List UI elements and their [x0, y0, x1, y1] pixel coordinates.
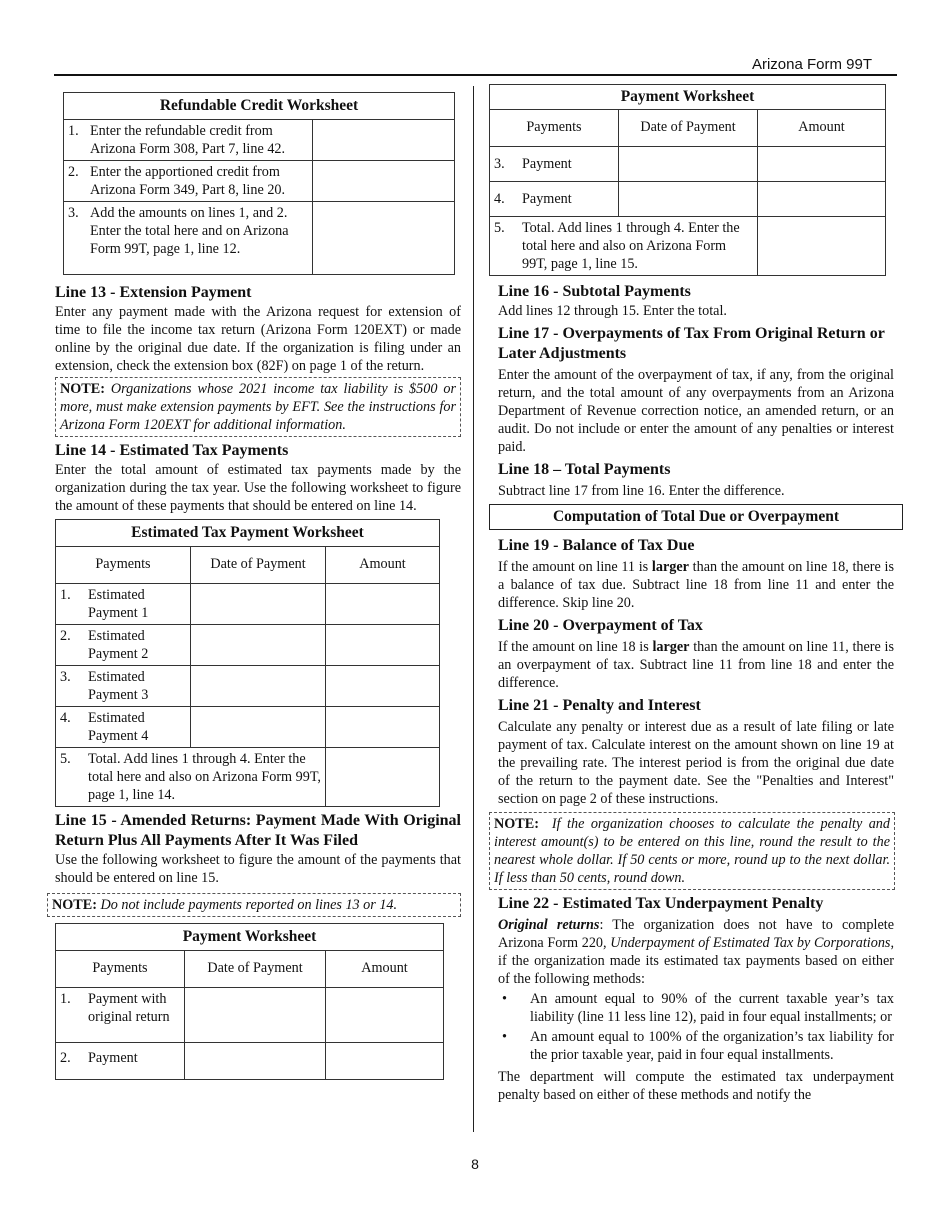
- header-rule: [54, 74, 897, 76]
- form-title: Arizona Form 99T: [751, 56, 872, 73]
- amount-field[interactable]: [326, 1043, 444, 1080]
- line22-text-b: , if the organization made its estimated tax payments based on either of the following methods:: [498, 935, 894, 987]
- line20-text-b: than the amount on line 11, there is an overpayment of tax. Subtract line 11 from line 18 and enter the difference.: [498, 639, 894, 691]
- date-field[interactable]: [191, 707, 326, 748]
- line19-heading: Line 19 - Balance of Tax Due: [498, 537, 695, 554]
- amount-field[interactable]: [326, 666, 440, 707]
- table-row: [490, 147, 886, 182]
- line15-heading: Line 15 - Amended Returns: Payment Made With Original Return Plus All Payments After It Was Filed: [55, 812, 461, 849]
- computation-heading: Computation of Total Due or Overpayment: [489, 504, 903, 530]
- note-label: NOTE:: [52, 897, 97, 913]
- amount-field[interactable]: [313, 161, 455, 202]
- column-header: Date of Payment: [185, 951, 326, 988]
- note-text: Do not include payments reported on lines 13 or 14.: [100, 897, 398, 913]
- payment-worksheet-right: [489, 84, 886, 276]
- right-column-text: [489, 282, 894, 500]
- row-number: 3.: [494, 156, 505, 172]
- refundable-credit-worksheet: [63, 92, 455, 275]
- amount-field[interactable]: [326, 625, 440, 666]
- amount-field[interactable]: [758, 217, 886, 276]
- row-number: 2.: [60, 1050, 71, 1066]
- bullet-icon: •: [502, 991, 507, 1007]
- note-label: NOTE:: [60, 381, 105, 397]
- row-number: 1.: [60, 587, 71, 603]
- page-number: 8: [471, 1156, 479, 1172]
- bullet-text: An amount equal to 90% of the current taxable year’s tax liability (line 11 less line 12), paid in four equal installments; or: [530, 991, 894, 1025]
- line16-body: Add lines 12 through 15. Enter the total.: [498, 303, 727, 319]
- row-text: Add the amounts on lines 1, and 2. Enter the total here and on Arizona Form 99T, page 1, line 12.: [90, 205, 289, 257]
- line20-body: [498, 638, 894, 692]
- column-header: Date of Payment: [191, 547, 326, 584]
- row-number: 1.: [68, 123, 79, 139]
- line20-bold: larger: [652, 639, 690, 655]
- line13-heading: Line 13 - Extension Payment: [55, 284, 252, 301]
- date-field[interactable]: [191, 584, 326, 625]
- amount-field[interactable]: [313, 120, 455, 161]
- row-number: 2.: [68, 164, 79, 180]
- table-row: [490, 217, 886, 276]
- line14-heading: Line 14 - Estimated Tax Payments: [55, 442, 289, 459]
- row-label: Estimated Payment 1: [88, 587, 149, 621]
- row-number: 3.: [60, 669, 71, 685]
- left-column: [52, 90, 461, 1080]
- line19-text-a: If the amount on line 11 is: [498, 559, 652, 575]
- estimated-tax-payment-worksheet: [55, 519, 440, 807]
- row-label: Payment: [522, 191, 572, 207]
- table-row: [56, 748, 440, 807]
- table-row: [56, 584, 440, 625]
- column-header: Amount: [326, 951, 444, 988]
- table-row: [64, 120, 455, 161]
- date-field[interactable]: [191, 666, 326, 707]
- column-header: Payments: [56, 547, 191, 584]
- line15-note: [47, 893, 461, 917]
- row-text: Enter the refundable credit from Arizona Form 308, Part 7, line 42.: [90, 123, 286, 157]
- line22-closing: The department will compute the estimated tax underpayment penalty based on either of these methods and notify the: [498, 1069, 894, 1103]
- line22-heading: Line 22 - Estimated Tax Underpayment Penalty: [498, 895, 824, 912]
- table-header-row: [56, 547, 440, 584]
- line19-bold: larger: [651, 559, 689, 575]
- amount-field[interactable]: [326, 707, 440, 748]
- amount-field[interactable]: [758, 147, 886, 182]
- line19-text-b: than the amount on line 18, there is a balance of tax due. Subtract line 18 from line 11 and enter the difference. Skip line 20.: [498, 559, 894, 611]
- row-label: Payment: [522, 156, 572, 172]
- payment-worksheet-title: Payment Worksheet: [490, 85, 886, 110]
- row-label: Estimated Payment 3: [88, 669, 149, 703]
- row-label: Payment: [88, 1050, 138, 1066]
- table-row: [64, 161, 455, 202]
- row-label: Payment with original return: [88, 991, 170, 1025]
- column-header: Amount: [326, 547, 440, 584]
- right-column-text-line22: [489, 894, 894, 1104]
- table-row: [56, 988, 444, 1043]
- refundable-credit-worksheet-title: Refundable Credit Worksheet: [64, 93, 455, 120]
- note-text: Organizations whose 2021 income tax liability is $500 or more, must make extension payments by EFT. See the instructions for Arizona Form 120EXT for additional information.: [60, 381, 457, 433]
- line18-heading: Line 18 – Total Payments: [498, 461, 671, 478]
- line13-body: Enter any payment made with the Arizona request for extension of time to file the income tax return (Arizona Form 120EXT) or made online by the original due date. If the organization is filing under an extension, check the extension box (82F) on page 1 of the return.: [55, 304, 461, 374]
- row-number: 4.: [494, 191, 505, 207]
- right-column-text-lower: [489, 536, 894, 808]
- date-field[interactable]: [185, 1043, 326, 1080]
- date-field[interactable]: [619, 182, 758, 217]
- table-header-row: [490, 110, 886, 147]
- estimated-worksheet-title: Estimated Tax Payment Worksheet: [56, 520, 440, 547]
- table-row: [490, 182, 886, 217]
- line13-note: [55, 377, 461, 437]
- total-text: Total. Add lines 1 through 4. Enter the total here and also on Arizona Form 99T, page 1, line 15.: [522, 220, 740, 272]
- amount-field[interactable]: [326, 584, 440, 625]
- table-row: [56, 707, 440, 748]
- row-text: Enter the apportioned credit from Arizona Form 349, Part 8, line 20.: [90, 164, 286, 198]
- row-label: Estimated Payment 4: [88, 710, 149, 744]
- payment-worksheet-title: Payment Worksheet: [56, 924, 444, 951]
- row-number: 3.: [68, 205, 79, 221]
- bullet-text: An amount equal to 100% of the organization’s tax liability for the prior taxable year, paid in four equal installments.: [530, 1029, 894, 1063]
- bullet-icon: •: [502, 1029, 507, 1045]
- total-text: Total. Add lines 1 through 4. Enter the total here and also on Arizona Form 99T, page 1, line 14.: [88, 751, 321, 803]
- column-divider: [473, 86, 474, 1132]
- line17-body: Enter the amount of the overpayment of tax, if any, from the original return, and the total amount of any overpayments from an Arizona Department of Revenue correction notice, an amended return, or an audit. Do not include or enter the amount of any penalties or interest paid.: [498, 367, 894, 455]
- amount-field[interactable]: [326, 988, 444, 1043]
- line14-body: Enter the total amount of estimated tax payments made by the organization during the tax year. Use the following worksheet to figure the amount of these payments that should be entered on line 14.: [55, 462, 461, 514]
- amount-field[interactable]: [313, 202, 455, 275]
- row-number: 2.: [60, 628, 71, 644]
- line22-text-a: : The organization does not have to complete Arizona Form 220,: [498, 917, 894, 951]
- column-header: Date of Payment: [619, 110, 758, 147]
- table-row: [56, 625, 440, 666]
- list-item: [498, 990, 894, 1026]
- line15-body: Use the following worksheet to figure the amount of the payments that should be entered on line 15.: [55, 852, 461, 886]
- note-label: NOTE:: [494, 816, 539, 832]
- date-field[interactable]: [619, 147, 758, 182]
- line18-body: Subtract line 17 from line 16. Enter the difference.: [498, 483, 785, 499]
- line21-heading: Line 21 - Penalty and Interest: [498, 697, 701, 714]
- right-column: [489, 84, 903, 1104]
- line22-body: [498, 916, 894, 988]
- table-row: [56, 1043, 444, 1080]
- note-text: If the organization chooses to calculate the penalty and interest amount(s) to be entered on this line, round the result to the nearest whole dollar. If 50 cents or more, round up to the next dollar. If less than 50 cents, round down.: [494, 816, 890, 886]
- line19-body: [498, 558, 894, 612]
- row-number: 5.: [494, 220, 505, 236]
- column-header: Payments: [490, 110, 619, 147]
- date-field[interactable]: [185, 988, 326, 1043]
- line16-heading: Line 16 - Subtotal Payments: [498, 283, 691, 300]
- date-field[interactable]: [191, 625, 326, 666]
- amount-field[interactable]: [758, 182, 886, 217]
- amount-field[interactable]: [326, 748, 440, 807]
- column-header: Payments: [56, 951, 185, 988]
- row-number: 5.: [60, 751, 71, 767]
- line21-note: [489, 812, 895, 890]
- line22-lead: Original returns: [498, 917, 600, 933]
- line21-body: Calculate any penalty or interest due as a result of late filing or late payment of tax. Calculate interest on the amount shown on line 19 at the prevailing rate. The interest period is from the original due date of the return to the payment date. See the "Penalties and Interest" section on page 2 of these instructions.: [498, 719, 894, 807]
- row-number: 1.: [60, 991, 71, 1007]
- list-item: [498, 1028, 894, 1064]
- line22-form-title: Underpayment of Estimated Tax by Corporations: [610, 935, 891, 951]
- row-label: Estimated Payment 2: [88, 628, 149, 662]
- table-row: [56, 666, 440, 707]
- payment-worksheet-left: [55, 923, 444, 1080]
- line17-heading: Line 17 - Overpayments of Tax From Original Return or Later Adjustments: [498, 325, 885, 362]
- line20-text-a: If the amount on line 18 is: [498, 639, 653, 655]
- table-row: [64, 202, 455, 275]
- table-header-row: [56, 951, 444, 988]
- line20-heading: Line 20 - Overpayment of Tax: [498, 617, 703, 634]
- row-number: 4.: [60, 710, 71, 726]
- line22-bullets: [498, 990, 894, 1064]
- column-header: Amount: [758, 110, 886, 147]
